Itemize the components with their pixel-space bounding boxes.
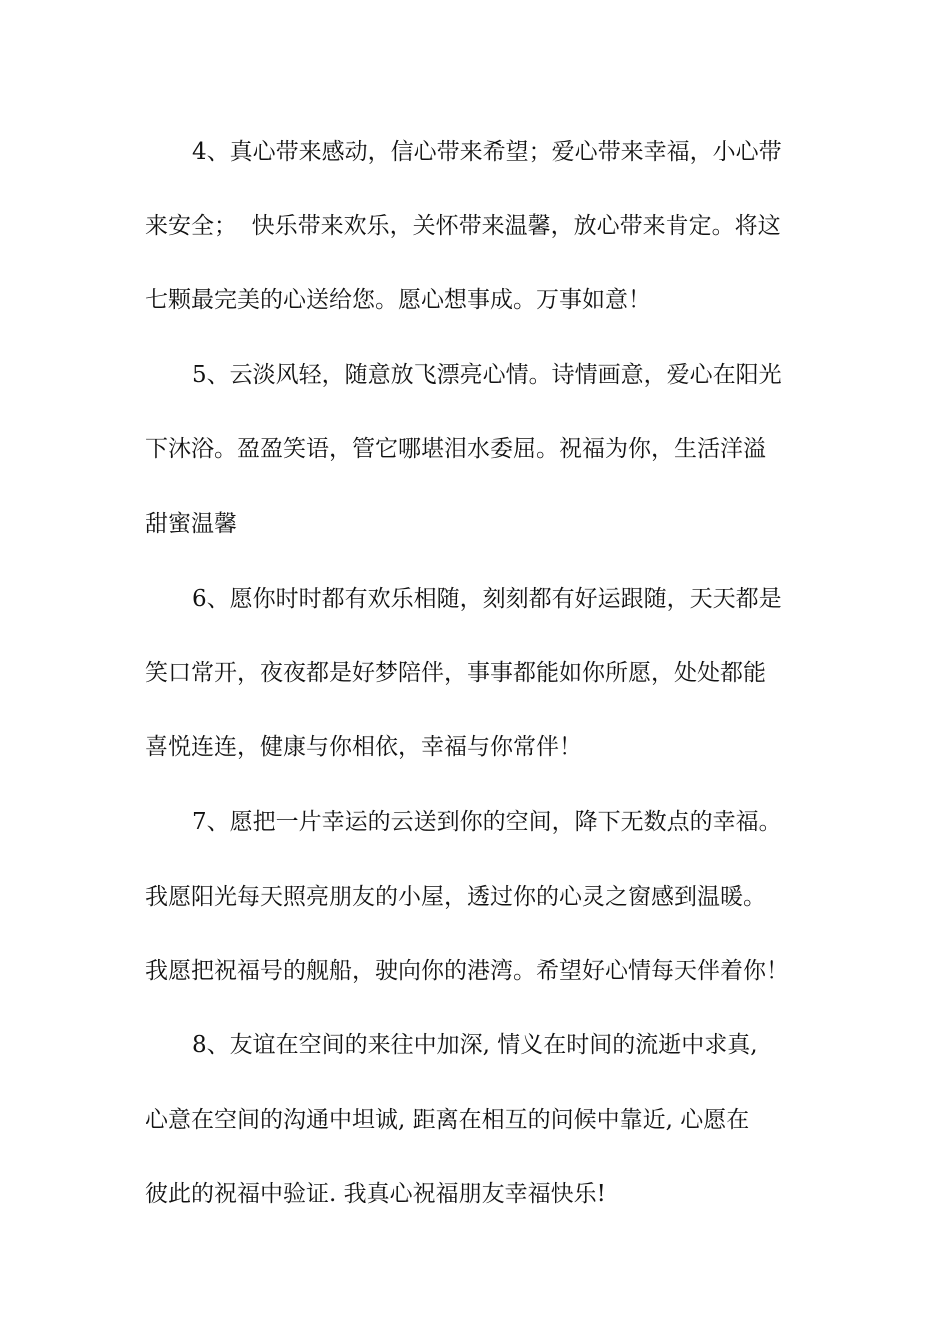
paragraph-6-line-3: 喜悦连连，健康与你相依，幸福与你常伴！ [145, 734, 582, 760]
paragraph-4-line-3: 七颗最完美的心送给您。愿心想事成。万事如意！ [145, 287, 651, 313]
paragraph-5-line-2: 下沐浴。盈盈笑语，管它哪堪泪水委屈。祝福为你，生活洋溢 [145, 436, 766, 462]
paragraph-8-line-1: 8、友谊在空间的来往中加深, 情义在时间的流逝中求真, [192, 1032, 758, 1058]
paragraph-4-line-2: 来安全； 快乐带来欢乐，关怀带来温馨，放心带来肯定。将这 [145, 213, 781, 239]
paragraph-7-line-3: 我愿把祝福号的舰船，驶向你的港湾。希望好心情每天伴着你！ [145, 958, 789, 984]
paragraph-6-line-1: 6、愿你时时都有欢乐相随，刻刻都有好运跟随，天天都是 [192, 586, 782, 612]
paragraph-6-line-2: 笑口常开，夜夜都是好梦陪伴，事事都能如你所愿，处处都能 [145, 660, 766, 686]
paragraph-5-line-1: 5、云淡风轻，随意放飞漂亮心情。诗情画意，爱心在阳光 [192, 362, 782, 388]
paragraph-8-line-2: 心意在空间的沟通中坦诚, 距离在相互的问候中靠近, 心愿在 [145, 1107, 750, 1133]
paragraph-7-line-2: 我愿阳光每天照亮朋友的小屋，透过你的心灵之窗感到温暖。 [145, 884, 766, 910]
paragraph-4-line-1: 4、真心带来感动，信心带来希望；爱心带来幸福，小心带 [192, 139, 782, 165]
paragraph-5-line-3: 甜蜜温馨 [145, 511, 237, 537]
paragraph-8-line-3: 彼此的祝福中验证. 我真心祝福朋友幸福快乐! [145, 1181, 606, 1207]
paragraph-7-line-1: 7、愿把一片幸运的云送到你的空间，降下无数点的幸福。 [192, 809, 782, 835]
